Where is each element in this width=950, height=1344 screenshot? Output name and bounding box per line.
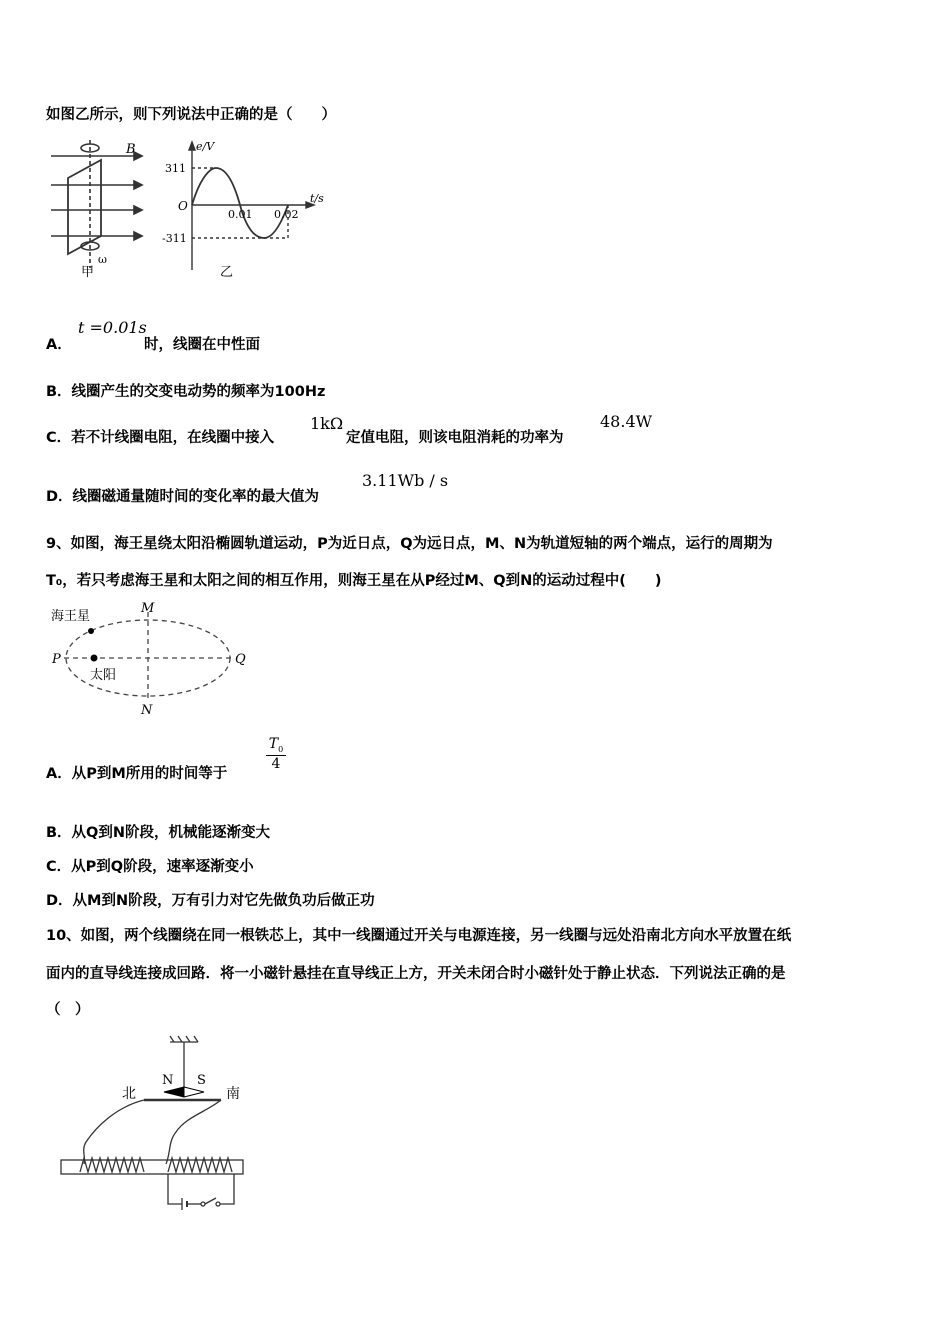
q10-stem-line2: 面内的直导线连接成回路．将一小磁针悬挂在直导线正上方，开关未闭合时小磁针处于静止状态．下列说法正确的是 xyxy=(46,966,786,982)
sun-label: 太阳 xyxy=(90,668,117,683)
figure-jia-coil xyxy=(46,138,156,283)
fraction-denominator: 4 xyxy=(271,755,281,772)
caption-yi: 乙 xyxy=(220,265,234,280)
n-label: N xyxy=(141,703,153,718)
q9-option-b: B．从Q到N阶段，机械能逐渐变大 xyxy=(46,825,271,841)
b-label: B xyxy=(126,142,136,157)
y-min-label: -311 xyxy=(162,232,187,245)
fraction-subscript: 0 xyxy=(278,744,284,754)
q8-option-b: B．线圈产生的交变电动势的频率为100Hz xyxy=(46,384,326,400)
s-pole-label: S xyxy=(197,1073,206,1088)
figure-yi-waveform xyxy=(160,138,330,283)
q8-option-d: D．线圈磁通量随时间的变化率的最大值为 xyxy=(46,489,320,505)
y-max-label: 311 xyxy=(165,162,186,175)
y-axis-label: e/V xyxy=(196,140,215,153)
q9-option-c: C．从P到Q阶段，速率逐渐变小 xyxy=(46,859,254,875)
option-c-math2: 48.4W xyxy=(600,412,653,431)
caption-jia: 甲 xyxy=(81,265,95,280)
q9-option-a: A．从P到M所用的时间等于 xyxy=(46,766,228,782)
q8-option-a xyxy=(46,333,72,354)
option-c-math1: 1kΩ xyxy=(310,414,344,433)
origin-label: O xyxy=(178,199,188,213)
x-axis-label: t/s xyxy=(310,192,324,205)
q8-option-c-text1: C．若不计线圈电阻，在线圈中接入 xyxy=(46,430,275,446)
south-label: 南 xyxy=(226,1086,240,1102)
q9-option-d: D．从M到N阶段，万有引力对它先做负功后做正功 xyxy=(46,893,375,909)
option-a-math: t =0.01s xyxy=(78,318,147,337)
q10-stem-line1: 10、如图，两个线圈绕在同一根铁芯上，其中一线圈通过开关与电源连接，另一线圈与远处沿南北方向水平放置在纸 xyxy=(46,928,792,944)
option-d-math: 3.11Wb / s xyxy=(362,471,449,490)
option-a-fraction xyxy=(266,736,286,772)
q-label: Q xyxy=(235,652,246,667)
q8-option-c-text2: 定值电阻，则该电阻消耗的功率为 xyxy=(346,430,564,446)
planet-label: 海王星 xyxy=(51,609,91,624)
figure-coils-compass xyxy=(56,1032,266,1217)
omega-label: ω xyxy=(98,253,107,266)
q10-stem-line3: （ ） xyxy=(46,1002,90,1018)
p-label: P xyxy=(52,652,61,667)
figure-orbit xyxy=(46,598,256,718)
north-label: 北 xyxy=(122,1086,136,1102)
x-tick-2: 0.02 xyxy=(274,208,299,221)
q9-stem-line2: T₀，若只考虑海王星和太阳之间的相互作用，则海王星在从P经过M、Q到N的运动过程中( ) xyxy=(46,573,662,589)
m-label: M xyxy=(141,601,155,616)
q8-stem: 如图乙所示，则下列说法中正确的是（ ） xyxy=(46,107,336,123)
option-a-prefix: A． xyxy=(46,337,72,353)
n-pole-label: N xyxy=(162,1073,174,1088)
fraction-numerator: T xyxy=(268,736,279,752)
q9-stem-line1: 9、如图，海王星绕太阳沿椭圆轨道运动，P为近日点，Q为远日点，M、N为轨道短轴的两个端点，运行的周期为 xyxy=(46,536,773,552)
x-tick-1: 0.01 xyxy=(228,208,253,221)
q8-option-a-text: 时，线圈在中性面 xyxy=(144,337,260,353)
